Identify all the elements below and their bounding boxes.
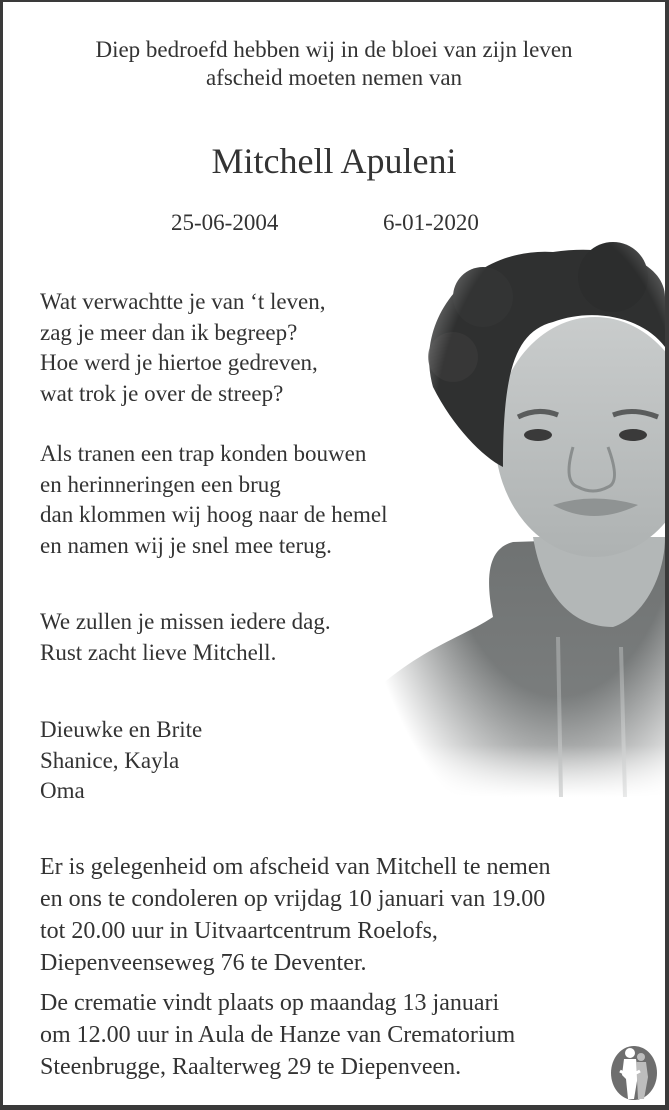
poem-line: Als tranen een trap konden bouwen [40,441,367,466]
intro-line: afscheid moeten nemen van [205,65,463,90]
family-signatories [40,715,202,807]
poem-line: zag je meer dan ik begreep? [40,319,298,345]
visitation-line: Er is gelegenheid om afscheid van Mitchell te nemen [40,854,551,880]
poem-line: Wat verwachtte je van ‘t leven, [40,289,326,314]
obituary-card [3,2,665,1105]
poem-line: dan klommen wij hoog naar de hemel [40,502,388,527]
poem-stanza-1 [40,287,326,409]
poem-line: en herinneringen een brug [40,471,281,497]
visitation-line: Diepenveenseweg 76 te Deventer. [40,950,367,976]
intro-line: Diep bedroefd hebben wij in de bloei van zijn leven [95,37,573,62]
poem-closing [40,607,331,668]
visitation-info [40,851,551,979]
birth-date: 25-06-2004 [171,210,279,235]
poem-line: Hoe werd je hiertoe gedreven, [40,350,318,375]
deceased-name: Mitchell Apuleni [211,141,457,181]
closing-line: Rust zacht lieve Mitchell. [40,639,277,665]
death-date: 6-01-2020 [383,210,479,235]
family-line: Shanice, Kayla [40,747,180,773]
cremation-line: De crematie vindt plaats op maandag 13 januari [40,990,500,1016]
visitation-line: en ons te condoleren op vrijdag 10 januari van 19.00 [40,886,546,912]
cremation-info [40,987,515,1083]
poem-stanza-2 [40,439,387,561]
closing-line: We zullen je missen iedere dag. [40,609,331,634]
cremation-line: Steenbrugge, Raalterweg 29 te Diepenveen. [40,1054,462,1080]
intro-text [3,36,665,92]
cremation-line: om 12.00 uur in Aula de Hanze van Crematorium [40,1022,516,1048]
visitation-line: tot 20.00 uur in Uitvaartcentrum Roelofs, [40,918,438,944]
poem-line: wat trok je over de streep? [40,380,284,406]
embracing-figures-logo-icon [610,1045,658,1101]
family-line: Dieuwke en Brite [40,717,203,742]
family-line: Oma [40,778,85,803]
poem-line: en namen wij je snel mee terug. [40,532,332,558]
portrait-photo [363,237,665,797]
